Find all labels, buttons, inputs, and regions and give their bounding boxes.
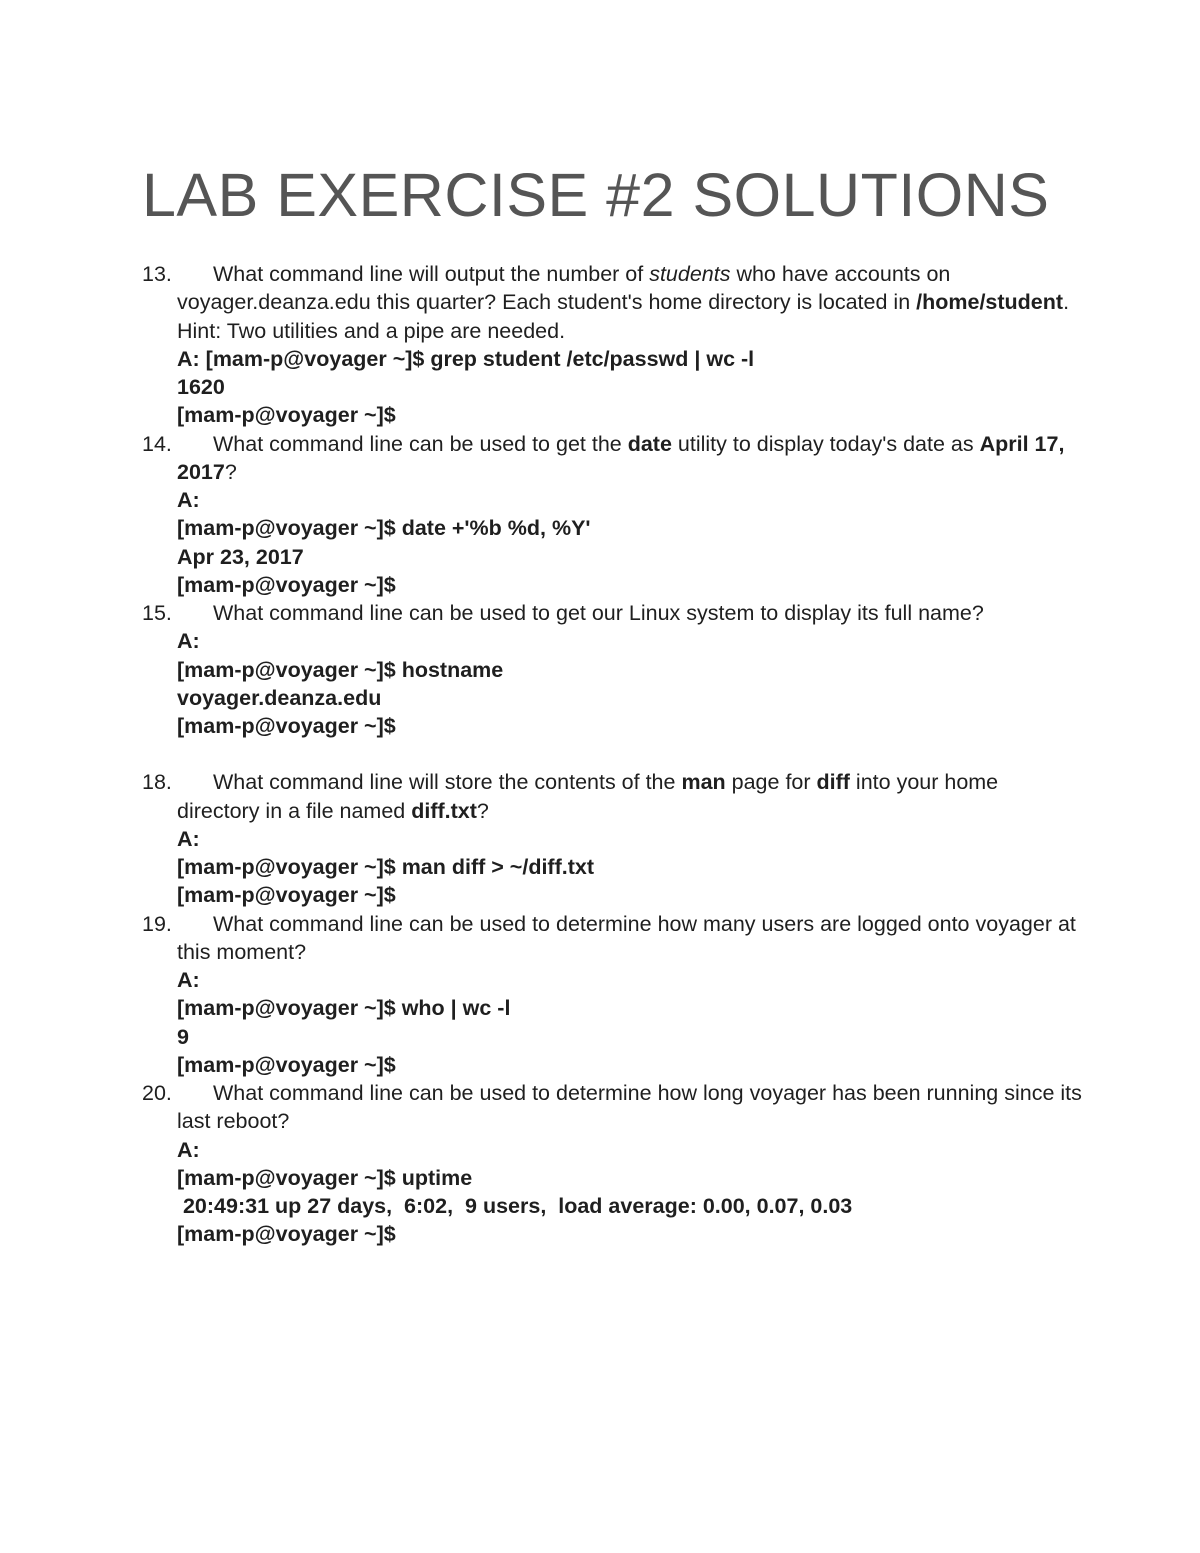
answer-block [142, 966, 1082, 1079]
question-14 [142, 430, 1082, 600]
answer-line: voyager.deanza.edu [177, 685, 382, 710]
question-14-header [142, 430, 1082, 487]
answer-line: [mam-p@voyager ~]$ hostname [177, 657, 504, 682]
answer-line: A: [177, 1137, 200, 1162]
question-number: 13. [142, 262, 172, 286]
question-text-bold: /home/student [916, 290, 1064, 315]
question-18-header [142, 768, 1082, 825]
question-text-part: into your home directory in a file named [177, 770, 999, 823]
question-text-part: What command line can be used to determine how long voyager has been running since its last reboot? [177, 1081, 1082, 1134]
question-15 [142, 599, 1082, 740]
question-13-header [142, 260, 1082, 345]
question-text [177, 260, 1082, 345]
answer-line: [mam-p@voyager ~]$ uptime [177, 1165, 473, 1190]
answer-line: Apr 23, 2017 [177, 544, 304, 569]
answer-line: A: [177, 826, 200, 851]
question-text-part: What command line can be used to get our Linux system to display its full name? [213, 601, 984, 625]
question-text-part: page for [725, 770, 817, 795]
answer-line: A: [177, 488, 200, 512]
answer-line: A: [177, 968, 200, 992]
answer-line: 9 [177, 1024, 189, 1049]
answer-block [142, 825, 1082, 910]
question-number: 15. [142, 601, 172, 625]
question-text-part: What command line will store the contents of the [213, 770, 682, 795]
question-text-bold: diff.txt [411, 798, 477, 823]
question-20-header [142, 1079, 1082, 1136]
question-text [177, 910, 1082, 967]
answer-block [142, 627, 1082, 740]
question-text-emphasis: students [649, 262, 731, 286]
question-text-part: What command line can be used to determine how many users are logged onto voyager at this moment? [177, 911, 1076, 964]
section-gap [142, 740, 1082, 768]
question-number: 14. [142, 431, 172, 456]
answer-line: [mam-p@voyager ~]$ who | wc -l [177, 996, 511, 1021]
question-text [177, 768, 1082, 825]
question-text-part: . Hint: Two utilities and a pipe are needed. [177, 290, 1070, 343]
answer-line: [mam-p@voyager ~]$ [177, 883, 396, 908]
question-list [142, 260, 1082, 1249]
answer-block [142, 345, 1082, 430]
answer-line: [mam-p@voyager ~]$ date +'%b %d, %Y' [177, 516, 591, 541]
answer-line: [mam-p@voyager ~]$ [177, 1222, 396, 1247]
question-text [177, 430, 1082, 487]
question-19 [142, 910, 1082, 1080]
question-13 [142, 260, 1082, 430]
question-text [177, 1079, 1082, 1136]
answer-line: 1620 [177, 375, 225, 399]
question-text-bold: diff [816, 770, 850, 795]
answer-block [142, 1136, 1082, 1249]
question-number: 20. [142, 1081, 172, 1105]
answer-line: [mam-p@voyager ~]$ man diff > ~/diff.txt [177, 855, 595, 879]
question-text-part: utility to display today's date as [671, 431, 980, 456]
question-text-part: ? [476, 798, 489, 823]
question-text-bold: man [681, 770, 726, 795]
answer-line: A: [177, 629, 200, 654]
question-text-part: What command line can be used to get the [213, 431, 628, 456]
answer-line: 20:49:31 up 27 days, 6:02, 9 users, load average: 0.00, 0.07, 0.03 [177, 1194, 853, 1218]
answer-block [142, 486, 1082, 599]
question-number: 19. [142, 911, 172, 936]
answer-line: [mam-p@voyager ~]$ [177, 714, 396, 738]
question-text-part: ? [224, 459, 237, 484]
question-18 [142, 768, 1082, 909]
answer-line: A: [mam-p@voyager ~]$ grep student /etc/passwd | wc -l [177, 346, 755, 371]
question-text-part: What command line will output the number of [213, 262, 650, 286]
question-number: 18. [142, 770, 172, 795]
question-19-header [142, 910, 1082, 967]
page-title: LAB EXERCISE #2 SOLUTIONS [142, 161, 1050, 229]
question-20 [142, 1079, 1082, 1249]
answer-line: [mam-p@voyager ~]$ [177, 1052, 396, 1077]
answer-line: [mam-p@voyager ~]$ [177, 403, 396, 428]
question-text [177, 599, 1082, 627]
question-text-part: who have accounts on voyager.deanza.edu this quarter? Each student's home directory is located in [177, 262, 951, 315]
question-15-header [142, 599, 1082, 627]
question-text-bold: date [627, 431, 672, 456]
answer-line: [mam-p@voyager ~]$ [177, 572, 396, 597]
question-text-bold: April 17, 2017 [177, 431, 1065, 484]
